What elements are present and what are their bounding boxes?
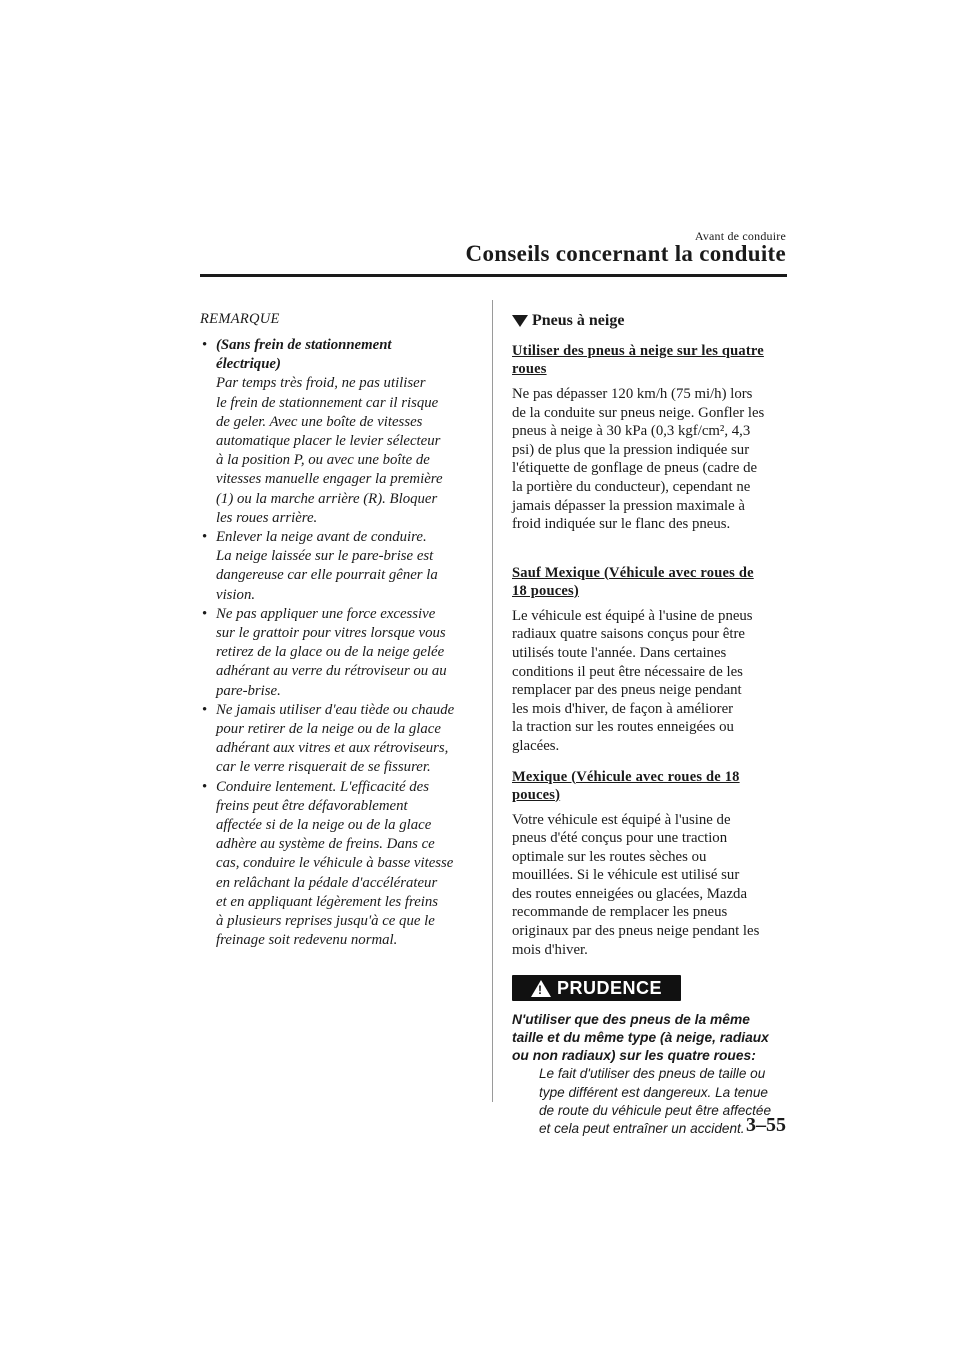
note-line: en relâchant la pédale d'accélérateur (216, 874, 438, 891)
text-line: psi) de plus que la pression indiquée sur (512, 441, 750, 458)
page-number: 3–55 (746, 1114, 786, 1136)
text-line: Le fait d'utiliser des pneus de taille ou (539, 1066, 766, 1082)
note-line: affectée si de la neige ou de la glace (216, 817, 432, 834)
bullet-icon: • (202, 605, 208, 622)
note-list (200, 336, 475, 951)
text-line: Ne pas dépasser 120 km/h (75 mi/h) lors (512, 386, 753, 402)
text-line: et cela peut entraîner un accident. (539, 1121, 745, 1137)
note-line: Par temps très froid, ne pas utiliser (216, 375, 426, 392)
text-line: ou non radiaux) sur les quatre roues: (512, 1048, 756, 1064)
column-divider (492, 300, 493, 1102)
paragraph-quatre-roues (512, 385, 787, 534)
note-line: le frein de stationnement car il risque (216, 394, 439, 411)
text-line: pneus d'été conçus pour une traction (512, 830, 728, 847)
right-column (512, 312, 787, 1139)
section-heading (512, 312, 787, 330)
text-line: originaux par des pneus neige pendant les (512, 923, 760, 940)
text-line: mouillées. Si le véhicule est utilisé sur (512, 867, 740, 884)
caution-heading (512, 1011, 787, 1065)
text-line: la portière du conducteur), cependant ne (512, 478, 751, 495)
text-line: froid indiquée sur le flanc des pneus. (512, 516, 731, 533)
note-line: Enlever la neige avant de conduire. (216, 529, 427, 546)
note-line: adhérant au verre du rétroviseur ou au (216, 663, 447, 680)
paragraph-mexique (512, 811, 787, 960)
note-line: vision. (216, 586, 256, 603)
section-label: Avant de conduire (694, 229, 786, 243)
text-line: conditions il peut être nécessaire de les (512, 663, 743, 680)
note-line: freins peut être défavorablement (216, 797, 408, 814)
text-line: radiaux quatre saisons conçus pour être (512, 626, 745, 643)
subheading-quatre-roues: Utiliser des pneus à neige sur les quatre roues (512, 343, 764, 377)
text-line: de route du véhicule peut être affectée (539, 1103, 772, 1119)
note-line: adhère au système de freins. Dans ce (216, 836, 435, 853)
text-line: utilisés toute l'année. Dans certaines (512, 644, 727, 661)
left-column (200, 311, 475, 951)
note-line: freinage soit redevenu normal. (216, 932, 398, 949)
text-line: les mois d'hiver, de façon à améliorer (512, 700, 734, 717)
note-line: pour retirer de la neige ou de la glace (216, 721, 441, 738)
page-title: Conseils concernant la conduite (465, 241, 786, 266)
note-item (200, 336, 475, 528)
note-line: de geler. Avec une boîte de vitesses (216, 413, 423, 430)
note-line: (1) ou la marche arrière (R). Bloquer (216, 490, 438, 507)
text-line: Votre véhicule est équipé à l'usine de (512, 811, 731, 828)
note-bold-line: (Sans frein de stationnement (216, 337, 392, 353)
subheading-sauf-mexique: Sauf Mexique (Véhicule avec roues de 18 pouces) (512, 564, 754, 599)
text-line: des routes enneigées ou glacées, Mazda (512, 885, 748, 902)
note-line: vitesses manuelle engager la première (216, 471, 443, 488)
text-line: pneus à neige à 30 kPa (0,3 kgf/cm², 4,3 (512, 423, 751, 440)
remarque-label: REMARQUE (200, 311, 280, 327)
section-heading-text: Pneus à neige (532, 312, 625, 329)
note-line: retirez de la glace ou de la neige gelée (216, 644, 445, 661)
text-line: optimale sur les routes sèches ou (512, 848, 707, 865)
text-line: de la conduite sur pneus neige. Gonfler les (512, 404, 765, 421)
note-line: pare-brise. (216, 682, 281, 699)
subheading-mexique: Mexique (Véhicule avec roues de 18 pouces) (512, 768, 740, 803)
note-line: adhérant aux vitres et aux rétroviseurs, (216, 740, 449, 757)
note-line: les roues arrière. (216, 509, 318, 526)
note-item (200, 605, 475, 701)
note-item (200, 528, 475, 605)
caution-label: PRUDENCE (556, 977, 662, 998)
note-line: sur le grattoir pour vitres lorsque vous (216, 625, 446, 642)
paragraph-sauf-mexique (512, 607, 787, 756)
text-line: Le véhicule est équipé à l'usine de pneus (512, 607, 753, 624)
text-line: jamais dépasser la pression maximale à (512, 497, 745, 514)
text-line: type différent est dangereux. La tenue (539, 1084, 768, 1100)
text-line: l'étiquette de gonflage de pneus (cadre de (512, 460, 758, 477)
text-line: la traction sur les routes enneigées ou (512, 719, 734, 736)
note-line: dangereuse car elle pourrait gêner la (216, 567, 438, 584)
bullet-icon: • (202, 701, 208, 718)
text-line: N'utiliser que des pneus de la même (512, 1012, 750, 1028)
note-line: automatique placer le levier sélecteur (216, 433, 441, 450)
bullet-icon: • (202, 778, 208, 795)
bullet-icon: • (202, 337, 208, 353)
note-line: car le verre risquerait de se fissurer. (216, 759, 431, 776)
note-line: Ne pas appliquer une force excessive (216, 605, 436, 622)
note-line: Conduire lentement. L'efficacité des (216, 778, 430, 795)
header-divider (200, 274, 787, 277)
note-line: à la position P, ou avec une boîte de (216, 452, 430, 469)
text-line: recommande de remplacer les pneus (512, 904, 728, 921)
note-line: à plusieurs reprises jusqu'à ce que le (216, 913, 435, 930)
triangle-down-icon (512, 315, 528, 327)
note-line: Ne jamais utiliser d'eau tiède ou chaude (216, 701, 455, 718)
warning-triangle-icon: ! (531, 980, 551, 997)
note-bold-line: électrique) (216, 356, 281, 373)
note-item (200, 778, 475, 951)
text-line: remplacer par des pneus neige pendant (512, 682, 742, 699)
text-line: glacées. (512, 737, 560, 754)
note-line: La neige laissée sur le pare-brise est (216, 548, 434, 565)
caution-banner (512, 975, 681, 1001)
note-line: cas, conduire le véhicule à basse vitesse (216, 855, 454, 872)
text-line: taille et du même type (à neige, radiaux (512, 1030, 769, 1046)
note-item (200, 701, 475, 778)
note-line: et en appliquant légèrement les freins (216, 893, 439, 910)
bullet-icon: • (202, 529, 208, 546)
text-line: mois d'hiver. (512, 941, 588, 958)
